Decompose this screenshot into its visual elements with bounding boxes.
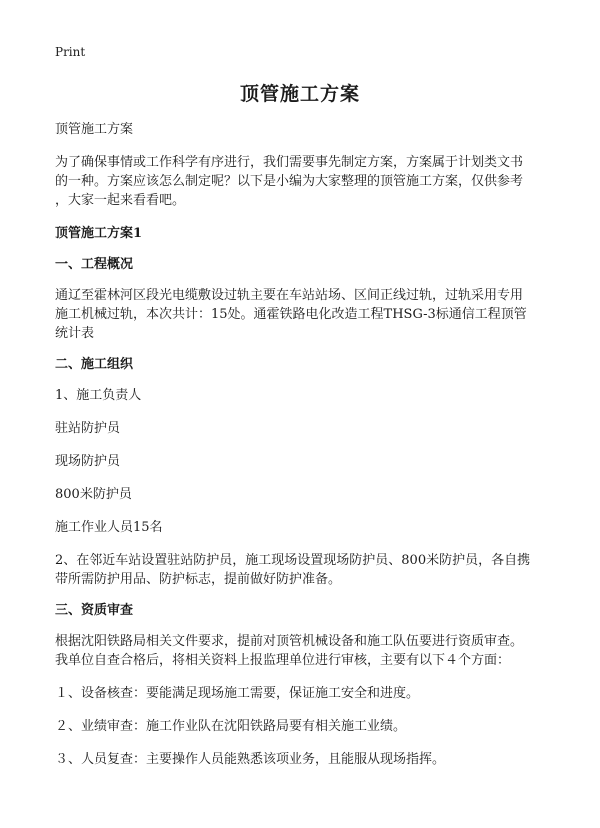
organization-note-line: 带所需防护用品、防护标志，提前做好防护准备。 (55, 572, 342, 587)
qualification-line: 根据沈阳铁路局相关文件要求，提前对顶管机械设备和施工队伍要进行资质审查。 (55, 634, 524, 649)
document-subtitle: 顶管施工方案 (55, 122, 134, 137)
overview-heading: 一、工程概况 (55, 257, 134, 272)
qualification-point: １、设备核查：要能满足现场施工需要，保证施工安全和进度。 (55, 686, 420, 701)
intro-paragraph (55, 153, 553, 210)
print-link[interactable]: Print (55, 45, 86, 59)
overview-line: 通辽至霍林河区段光电缆敷设过轨主要在车站站场、区间正线过轨，过轨采用专用 (55, 288, 524, 303)
intro-line: 为了确保事情或工作科学有序进行，我们需要事先制定方案，方案属于计划类文书 (55, 155, 524, 170)
qualification-heading: 三、资质审查 (55, 603, 134, 618)
organization-item: 现场防护员 (55, 454, 121, 469)
overview-line: 统计表 (55, 326, 95, 341)
organization-item: 驻站防护员 (55, 421, 121, 436)
document-body (55, 120, 553, 769)
organization-item: 800米防护员 (55, 487, 132, 502)
qualification-line: 我单位自查合格后，将相关资料上报监理单位进行审核，主要有以下４个方面： (55, 653, 511, 668)
organization-item: 施工作业人员15名 (55, 520, 163, 535)
intro-line: 的一种。方案应该怎么制定呢？以下是小编为大家整理的顶管施工方案，仅供参考 (55, 174, 524, 189)
organization-heading: 二、施工组织 (55, 357, 134, 372)
qualification-paragraph (55, 632, 553, 670)
intro-line: ，大家一起来看看吧。 (55, 193, 186, 208)
document-title: 顶管施工方案 (239, 83, 360, 105)
organization-item: 1、施工负责人 (55, 388, 142, 403)
overview-line: 施工机械过轨，本次共计：15处。通霍铁路电化改造工程THSG-3标通信工程顶管 (55, 307, 527, 322)
organization-note (55, 551, 553, 589)
organization-note-line: 2、在邻近车站设置驻站防护员，施工现场设置现场防护员、800米防护员，各自携 (55, 553, 531, 568)
section-title: 顶管施工方案1 (55, 226, 143, 241)
overview-paragraph (55, 286, 553, 343)
qualification-point: ３、人员复查：主要操作人员能熟悉该项业务，且能服从现场指挥。 (55, 752, 446, 767)
qualification-point: ２、业绩审查：施工作业队在沈阳铁路局要有相关施工业绩。 (55, 719, 407, 734)
